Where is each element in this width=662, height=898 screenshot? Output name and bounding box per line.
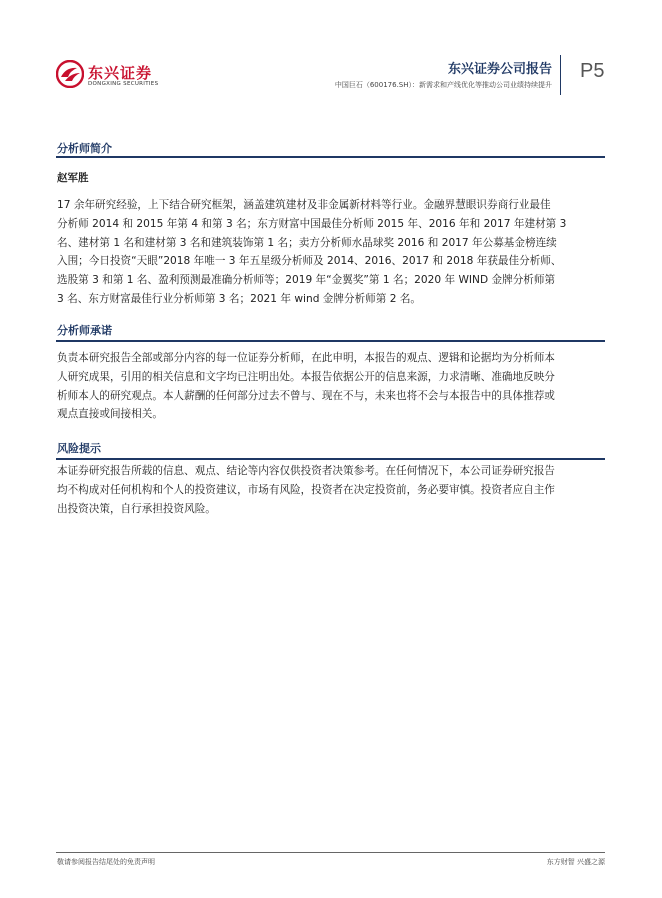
company-logo [56, 60, 166, 90]
risk-heading: 风险提示 [57, 442, 101, 455]
report-brand-title: 东兴证券公司报告 [447, 62, 552, 77]
commitment-line: 人研究成果，引用的相关信息和文字均已注明出处。本报告依据公开的信息来源，力求清晰、准确地反映分 [57, 370, 555, 383]
risk-line: 本证券研究报告所载的信息、观点、结论等内容仅供投资者决策参考。在任何情况下，本公司证券研究报告 [57, 465, 555, 477]
footer-rule [56, 852, 605, 853]
analyst-intro-line: 分析师 2014 和 2015 年第 4 和第 3 名；东方财富中国最佳分析师 2015 年、2016 年和 2017 年建材第 3 [57, 217, 567, 230]
risk-rule [56, 458, 605, 460]
logo-text-cn: 东兴证券 [88, 64, 153, 82]
analyst-intro-line: 入围；今日投资“天眼”2018 年唯一 3 年五星级分析师及 2014、2016、2017 和 2018 年获最佳分析师、 [57, 255, 562, 268]
analyst-intro-body [57, 196, 605, 309]
commitment-body [57, 349, 605, 424]
analyst-intro-heading: 分析师简介 [57, 142, 112, 155]
page-number: P5 [580, 60, 605, 82]
logo-text-en: DONGXING SECURITIES [88, 81, 159, 87]
header-divider [560, 55, 561, 95]
risk-body [57, 462, 605, 518]
commitment-line: 观点直接或间接相关。 [57, 408, 163, 421]
commitment-line: 负责本研究报告全部或部分内容的每一位证券分析师，在此申明，本报告的观点、逻辑和论据均为分析师本 [57, 352, 555, 364]
risk-line: 出投资决策，自行承担投资风险。 [57, 502, 216, 515]
analyst-intro-line: 选股第 3 和第 1 名、盈利预测最准确分析师等；2019 年“金翼奖”第 1 名；2020 年 WIND 金牌分析师第 [57, 274, 556, 287]
report-subtitle: 中国巨石（600176.SH）：新需求和产线优化等推动公司业绩持续提升 [334, 81, 552, 89]
commitment-heading: 分析师承诺 [57, 324, 112, 337]
analyst-intro-line: 17 余年研究经验，上下结合研究框架，涵盖建筑建材及非金属新材料等行业。金融界慧眼识券商行业最佳 [57, 199, 551, 211]
commitment-rule [56, 340, 605, 342]
analyst-intro-rule [56, 156, 605, 158]
footer-slogan: 东方财智 兴盛之源 [546, 858, 605, 866]
commitment-line: 析师本人的研究观点。本人薪酬的任何部分过去不曾与、现在不与，未来也将不会与本报告中的具体推荐或 [57, 389, 555, 402]
analyst-intro-line: 名、建材第 1 名和建材第 3 名和建筑装饰第 1 名；卖方分析师水晶球奖 2016 和 2017 年公募基金榜连续 [57, 236, 557, 249]
analyst-intro-line: 3 名、东方财富最佳行业分析师第 3 名；2021 年 wind 金牌分析师第 2 名。 [57, 292, 422, 305]
logo-mark-icon [56, 60, 84, 88]
analyst-name: 赵军胜 [57, 172, 89, 184]
footer-disclaimer-note: 敬请参阅报告结尾处的免责声明 [57, 858, 155, 866]
risk-line: 均不构成对任何机构和个人的投资建议，市场有风险，投资者在决定投资前，务必要审慎。投资者应自主作 [57, 483, 555, 496]
